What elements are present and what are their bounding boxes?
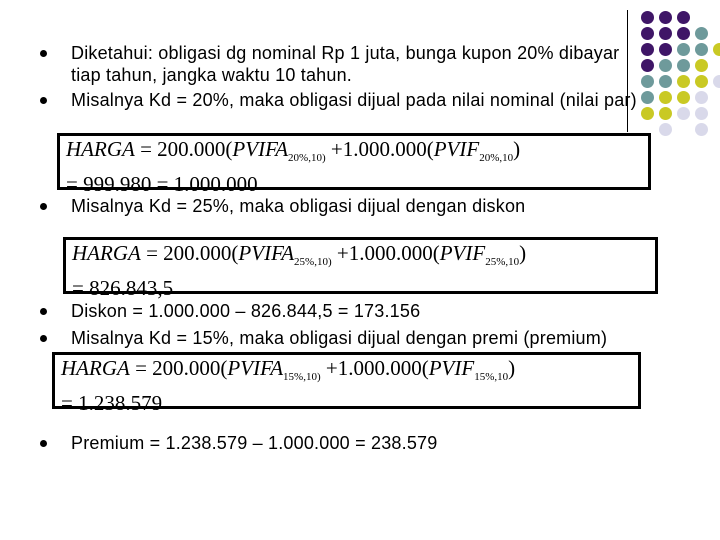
- f: ): [508, 356, 516, 380]
- decorative-dot: [659, 11, 672, 24]
- decorative-dot: [659, 123, 672, 136]
- decorative-dot: [695, 75, 708, 88]
- f: 15%,10): [283, 371, 321, 384]
- decorative-dot: [641, 107, 654, 120]
- f: HARGA: [61, 356, 130, 380]
- decorative-dot: [677, 75, 690, 88]
- f: 20%,10: [479, 152, 514, 165]
- f: 25%,10): [294, 256, 332, 269]
- f: 20%,10): [288, 152, 326, 165]
- decorative-dot: [659, 91, 672, 104]
- decorative-dot: [695, 43, 708, 56]
- bullet-text: tiap tahun, jangka waktu 10 tahun.: [71, 65, 353, 85]
- f: = 200.000(: [140, 241, 239, 265]
- formula-box-25: [63, 237, 658, 301]
- f: = 200.000(: [129, 356, 228, 380]
- f: ): [519, 241, 527, 265]
- f: PVIF: [433, 137, 480, 161]
- decorative-dot: [641, 91, 654, 104]
- decorative-dot: [677, 43, 690, 56]
- f: 25%,10: [485, 256, 520, 269]
- formula-result: = 1.238.579: [61, 391, 163, 416]
- decorative-dot: [695, 27, 708, 40]
- f: PVIF: [428, 356, 475, 380]
- f: 15%,10: [474, 371, 509, 384]
- decorative-dot: [695, 123, 708, 136]
- decorative-dot: [695, 59, 708, 72]
- bullet-text: Misalnya Kd = 25%, maka obligasi dijual dengan diskon: [71, 196, 526, 216]
- decorative-dot: [659, 107, 672, 120]
- bullet-text: Misalnya Kd = 15%, maka obligasi dijual dengan premi (premium): [71, 328, 608, 348]
- f: PVIF: [439, 241, 486, 265]
- decorative-dot: [677, 91, 690, 104]
- decorative-dot: [677, 59, 690, 72]
- decorative-dot: [677, 11, 690, 24]
- bullet-icon: [40, 440, 47, 447]
- formula-result: = 826.843,5: [72, 276, 174, 301]
- f: HARGA: [66, 137, 135, 161]
- f: PVIFA: [227, 356, 284, 380]
- decorative-dot: [659, 27, 672, 40]
- formula-box-15: [52, 352, 641, 416]
- decorative-dot: [641, 43, 654, 56]
- decorative-dot: [677, 27, 690, 40]
- decorative-line: [627, 10, 628, 132]
- decorative-dot: [641, 11, 654, 24]
- decorative-dot: [713, 43, 720, 56]
- bullet-icon: [40, 50, 47, 57]
- bullet-text: Premium = 1.238.579 – 1.000.000 = 238.579: [71, 433, 438, 453]
- f: PVIFA: [238, 241, 295, 265]
- decorative-dot: [713, 75, 720, 88]
- decorative-dot: [659, 43, 672, 56]
- f: PVIFA: [232, 137, 289, 161]
- decorative-dot: [641, 27, 654, 40]
- decorative-dot: [695, 107, 708, 120]
- bullet-text: Diskon = 1.000.000 – 826.844,5 = 173.156: [71, 301, 421, 321]
- bullet-icon: [40, 97, 47, 104]
- f: = 200.000(: [134, 137, 233, 161]
- decorative-dot: [677, 107, 690, 120]
- decorative-dot: [641, 75, 654, 88]
- bullet-icon: [40, 308, 47, 315]
- f: HARGA: [72, 241, 141, 265]
- formula-result: = 999.980 = 1.000.000: [66, 172, 258, 197]
- decorative-dot: [659, 75, 672, 88]
- f: +1.000.000(: [325, 137, 434, 161]
- f: +1.000.000(: [331, 241, 440, 265]
- bullet-text: Diketahui: obligasi dg nominal Rp 1 juta, bunga kupon 20% dibayar: [71, 43, 620, 63]
- bullet-icon: [40, 335, 47, 342]
- f: +1.000.000(: [320, 356, 429, 380]
- bullet-icon: [40, 203, 47, 210]
- decorative-dot: [641, 59, 654, 72]
- decorative-dot: [695, 91, 708, 104]
- f: ): [513, 137, 521, 161]
- decorative-dot: [659, 59, 672, 72]
- bullet-text: Misalnya Kd = 20%, maka obligasi dijual pada nilai nominal (nilai par): [71, 90, 637, 110]
- formula-box-20: [57, 133, 651, 197]
